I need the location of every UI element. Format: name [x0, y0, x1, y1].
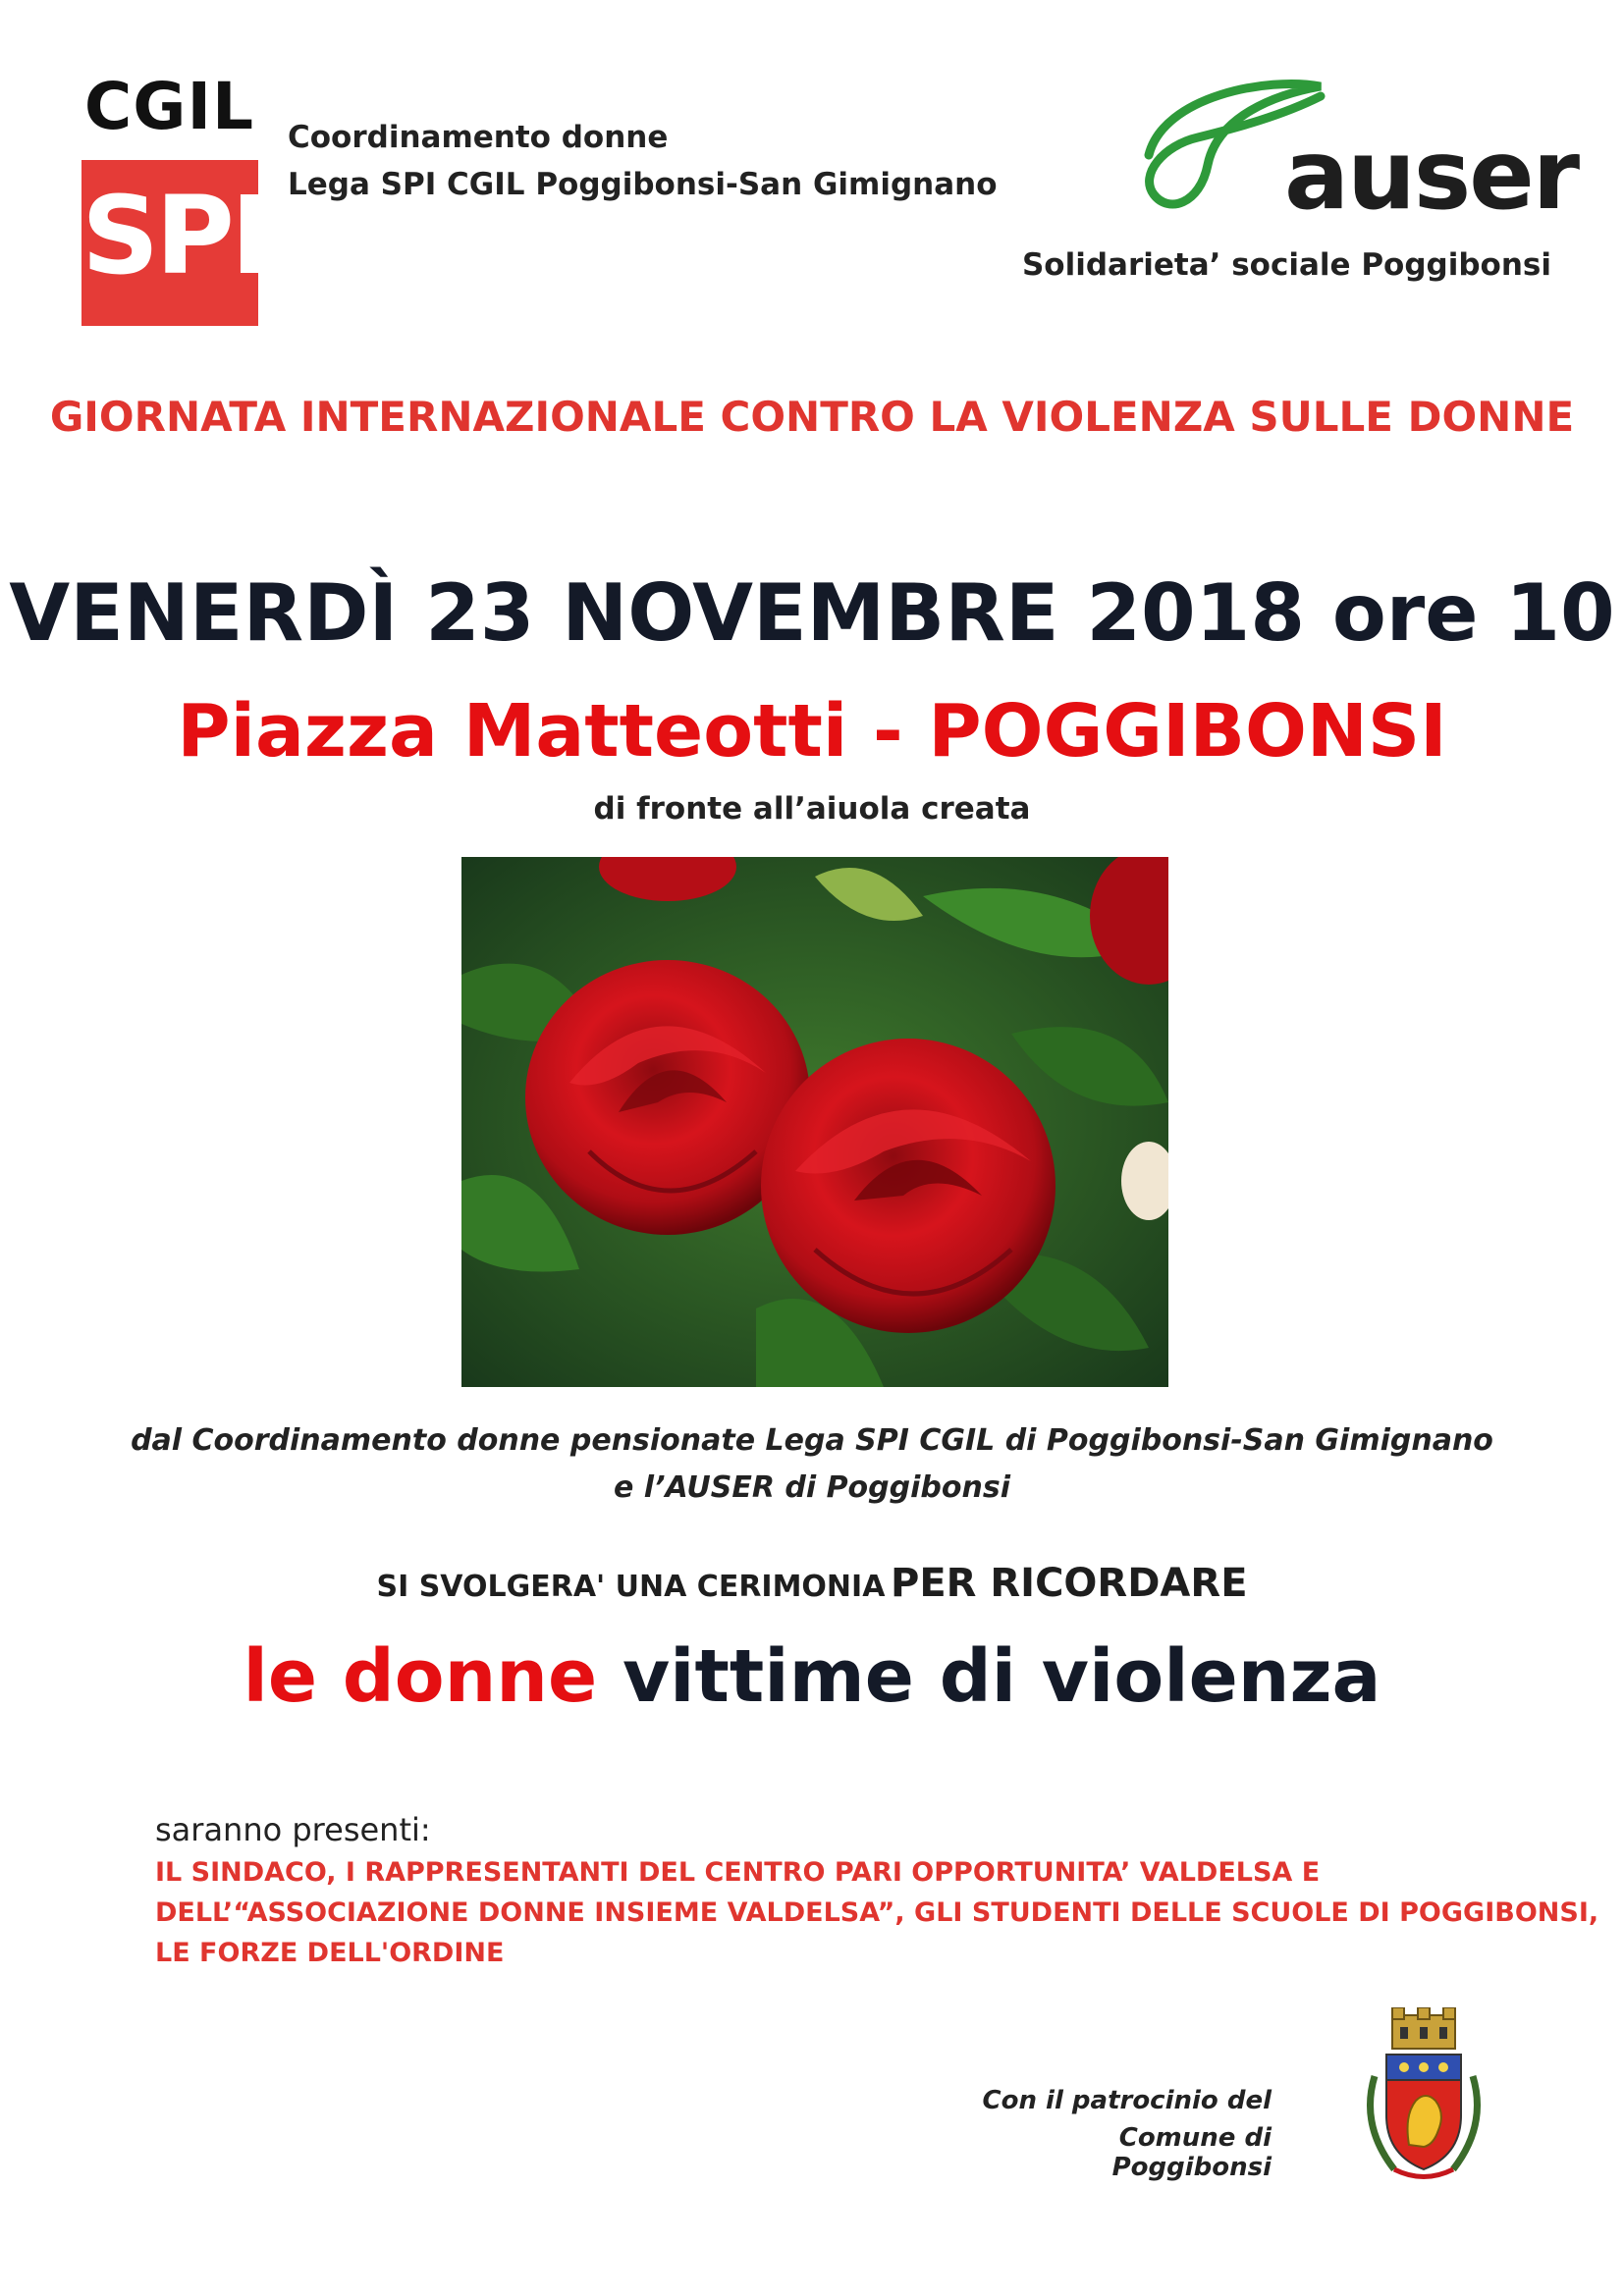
spi-logo-text: SPI [81, 173, 267, 298]
patronage-line-1: Con il patrocinio del [982, 2086, 1272, 2115]
victims-line [0, 1634, 1624, 1719]
attendees-intro: saranno presenti: [155, 1811, 431, 1848]
occasion-heading: GIORNATA INTERNAZIONALE CONTRO LA VIOLENZA SULLE DONNE [49, 393, 1575, 441]
patronage-line-2: Comune di Poggibonsi [1111, 2123, 1272, 2182]
ceremony-line [0, 1561, 1624, 1606]
ceremony-small-text: SI SVOLGERA' UNA CERIMONIA [376, 1570, 886, 1604]
attendees-line-2: DELL’“ASSOCIAZIONE DONNE INSIEME VALDELSA”, GLI STUDENTI DELLE SCUOLE DI POGGIBONSI, [155, 1897, 1599, 1928]
cgil-logo-text: CGIL [83, 69, 255, 144]
event-date-time: VENERDÌ 23 NOVEMBRE 2018 ore 10 [9, 567, 1615, 659]
red-roses-photo [461, 857, 1168, 1387]
event-place-detail: di fronte all’aiuola creata [593, 791, 1031, 827]
ceremony-big-text: PER RICORDARE [891, 1561, 1248, 1606]
org-line-2: Lega SPI CGIL Poggibonsi-San Gimignano [288, 167, 998, 202]
org-line-1: Coordinamento donne [288, 120, 669, 155]
victims-rest-text: vittime di violenza [622, 1634, 1381, 1719]
auser-subtitle: Solidarieta’ sociale Poggibonsi [1021, 247, 1551, 283]
organizers-line-2: e l’AUSER di Poggibonsi [614, 1470, 1010, 1505]
event-place: Piazza Matteotti - POGGIBONSI [177, 689, 1447, 774]
victims-red-text: le donne [243, 1634, 598, 1719]
municipal-crest-icon [1355, 2007, 1492, 2189]
attendees-line-3: LE FORZE DELL'ORDINE [155, 1938, 505, 1968]
attendees-line-1: IL SINDACO, I RAPPRESENTANTI DEL CENTRO PARI OPPORTUNITA’ VALDELSA E [155, 1857, 1321, 1888]
organizers-line-1: dal Coordinamento donne pensionate Lega SPI CGIL di Poggibonsi-San Gimignano [131, 1423, 1493, 1458]
auser-logo-text: auser [1284, 120, 1579, 232]
